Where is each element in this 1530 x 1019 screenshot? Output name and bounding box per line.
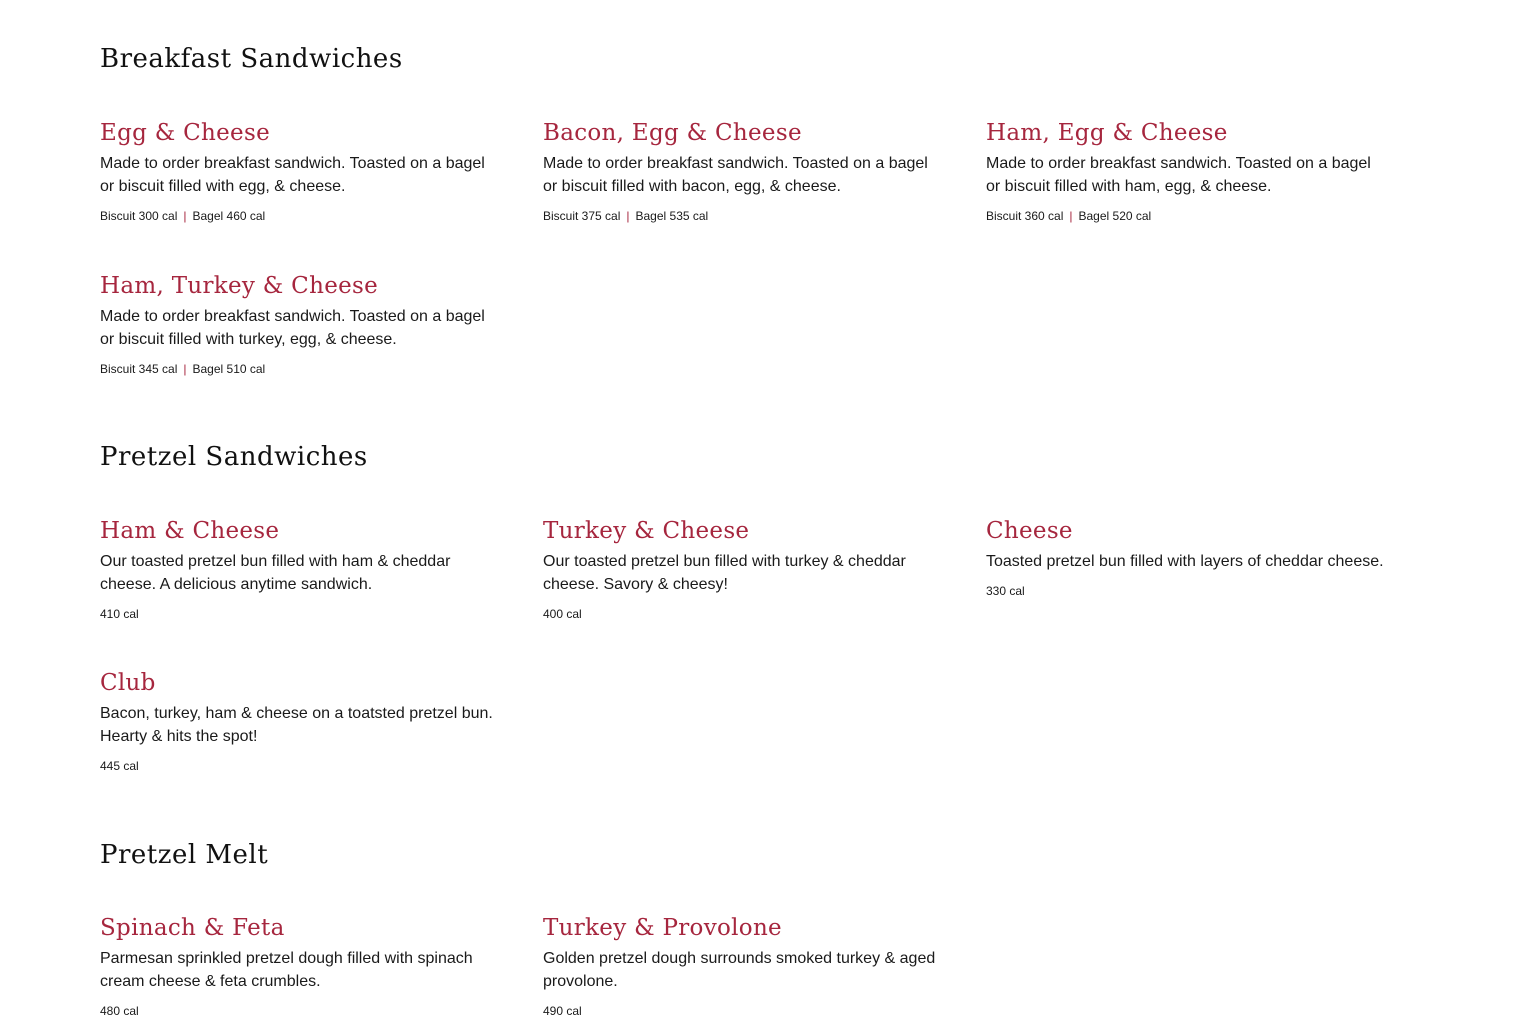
calories-bagel: Bagel 510 cal xyxy=(192,362,266,376)
item-calories: 410 cal xyxy=(100,607,139,621)
calories-bagel: Bagel 535 cal xyxy=(635,209,709,223)
item-description: Toasted pretzel bun filled with layers of cheddar cheese. xyxy=(986,553,1384,570)
item-title[interactable]: Turkey & Cheese xyxy=(543,518,750,544)
item-title[interactable]: Ham, Egg & Cheese xyxy=(986,120,1228,146)
item-description: Our toasted pretzel bun filled with turkey & cheddar cheese. Savory & cheesy! xyxy=(543,553,906,593)
menu-item-ham-egg-cheese[interactable] xyxy=(986,118,1386,224)
separator: | xyxy=(183,362,187,376)
item-title[interactable]: Spinach & Feta xyxy=(100,915,285,941)
item-title[interactable]: Turkey & Provolone xyxy=(543,915,782,941)
menu-item-turkey-provolone[interactable] xyxy=(543,913,943,1019)
item-title[interactable]: Club xyxy=(100,670,156,696)
item-calories: 330 cal xyxy=(986,584,1025,598)
item-calories xyxy=(543,208,943,224)
section-title: Pretzel Melt xyxy=(100,840,269,870)
menu-item-ham-cheese[interactable] xyxy=(100,516,500,622)
menu-item-egg-cheese[interactable] xyxy=(100,118,500,224)
section-title: Breakfast Sandwiches xyxy=(100,44,403,74)
item-calories: 490 cal xyxy=(543,1004,582,1018)
section-title: Pretzel Sandwiches xyxy=(100,442,368,472)
calories-biscuit: Biscuit 375 cal xyxy=(543,209,621,223)
calories-biscuit: Biscuit 360 cal xyxy=(986,209,1064,223)
separator: | xyxy=(626,209,630,223)
item-title[interactable]: Bacon, Egg & Cheese xyxy=(543,120,802,146)
item-calories xyxy=(986,208,1386,224)
item-calories: 480 cal xyxy=(100,1004,139,1018)
separator: | xyxy=(183,209,187,223)
item-description: Parmesan sprinkled pretzel dough filled with spinach cream cheese & feta crumbles. xyxy=(100,950,473,990)
menu-item-bacon-egg-cheese[interactable] xyxy=(543,118,943,224)
item-title[interactable]: Ham & Cheese xyxy=(100,518,280,544)
item-description: Bacon, turkey, ham & cheese on a toatsted pretzel bun. Hearty & hits the spot! xyxy=(100,705,493,745)
item-description: Made to order breakfast sandwich. Toasted on a bagel or biscuit filled with ham, egg, & cheese. xyxy=(986,155,1371,195)
item-description: Made to order breakfast sandwich. Toasted on a bagel or biscuit filled with bacon, egg, & cheese. xyxy=(543,155,928,195)
separator: | xyxy=(1069,209,1073,223)
calories-bagel: Bagel 520 cal xyxy=(1078,209,1152,223)
item-title[interactable]: Egg & Cheese xyxy=(100,120,270,146)
calories-bagel: Bagel 460 cal xyxy=(192,209,266,223)
item-description: Made to order breakfast sandwich. Toasted on a bagel or biscuit filled with turkey, egg, & cheese. xyxy=(100,308,485,348)
calories-biscuit: Biscuit 345 cal xyxy=(100,362,178,376)
menu-item-ham-turkey-cheese[interactable] xyxy=(100,271,500,377)
item-calories xyxy=(100,208,500,224)
item-calories: 445 cal xyxy=(100,759,139,773)
menu-item-cheese[interactable] xyxy=(986,516,1406,599)
menu-item-turkey-cheese[interactable] xyxy=(543,516,943,622)
menu-item-club[interactable] xyxy=(100,668,500,774)
calories-biscuit: Biscuit 300 cal xyxy=(100,209,178,223)
item-description: Golden pretzel dough surrounds smoked turkey & aged provolone. xyxy=(543,950,936,990)
item-calories xyxy=(100,361,500,377)
item-calories: 400 cal xyxy=(543,607,582,621)
item-description: Made to order breakfast sandwich. Toasted on a bagel or biscuit filled with egg, & cheese. xyxy=(100,155,485,195)
menu-item-spinach-feta[interactable] xyxy=(100,913,500,1019)
item-description: Our toasted pretzel bun filled with ham & cheddar cheese. A delicious anytime sandwich. xyxy=(100,553,451,593)
item-title[interactable]: Cheese xyxy=(986,518,1073,544)
item-title[interactable]: Ham, Turkey & Cheese xyxy=(100,273,379,299)
